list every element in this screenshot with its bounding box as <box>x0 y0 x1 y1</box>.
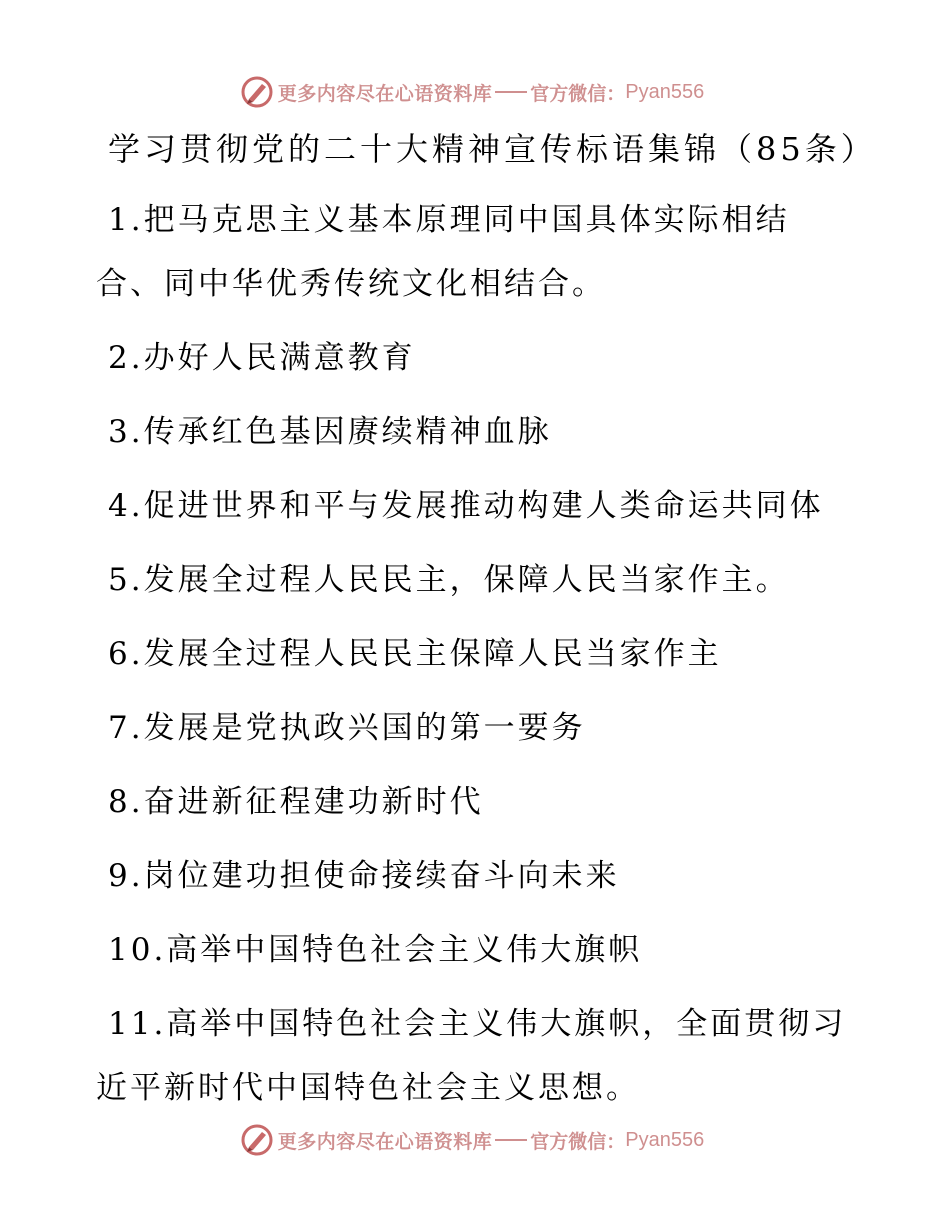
watermark-id: Pyan556 <box>625 80 705 103</box>
slogan-list <box>96 188 856 1130</box>
pen-logo-icon <box>240 1123 274 1157</box>
item-line: 近平新时代中国特色社会主义思想。 <box>96 1070 640 1106</box>
watermark-label: 官方微信： <box>530 1130 626 1153</box>
item-line: 10.高举中国特色社会主义伟大旗帜 <box>108 932 643 968</box>
watermark-dash <box>495 91 527 93</box>
list-item <box>96 992 856 1120</box>
item-line: 4.促进世界和平与发展推动构建人类命运共同体 <box>108 488 824 524</box>
watermark-header <box>0 72 950 112</box>
document-title: 学习贯彻党的二十大精神宣传标语集锦（85条） <box>108 130 877 168</box>
watermark-id: Pyan556 <box>625 1128 705 1151</box>
item-line: 9.岗位建功担使命接续奋斗向未来 <box>108 858 620 894</box>
watermark-group <box>240 75 705 109</box>
list-item <box>96 400 856 464</box>
item-line: 7.发展是党执政兴国的第一要务 <box>108 710 586 746</box>
item-line: 5.发展全过程人民民主，保障人民当家作主。 <box>108 562 790 598</box>
item-line: 6.发展全过程人民民主保障人民当家作主 <box>108 636 722 672</box>
watermark-group <box>240 1123 705 1157</box>
item-line: 11.高举中国特色社会主义伟大旗帜，全面贯彻习 <box>108 1006 847 1042</box>
list-item <box>96 918 856 982</box>
list-item <box>96 188 856 316</box>
list-item <box>96 622 856 686</box>
item-line: 1.把马克思主义基本原理同中国具体实际相结 <box>108 202 790 238</box>
watermark-footer <box>0 1120 950 1160</box>
list-item <box>96 548 856 612</box>
list-item <box>96 474 856 538</box>
item-line: 3.传承红色基因赓续精神血脉 <box>108 414 552 450</box>
item-line: 8.奋进新征程建功新时代 <box>108 784 484 820</box>
watermark-text: 更多内容尽在心语资料库 <box>277 1130 493 1153</box>
list-item <box>96 844 856 908</box>
pen-logo-icon <box>240 75 274 109</box>
item-line: 合、同中华优秀传统文化相结合。 <box>96 266 606 302</box>
item-line: 2.办好人民满意教育 <box>108 340 416 376</box>
watermark-dash <box>495 1139 527 1141</box>
list-item <box>96 326 856 390</box>
list-item <box>96 696 856 760</box>
list-item <box>96 770 856 834</box>
watermark-label: 官方微信： <box>530 82 626 105</box>
watermark-text: 更多内容尽在心语资料库 <box>277 82 493 105</box>
